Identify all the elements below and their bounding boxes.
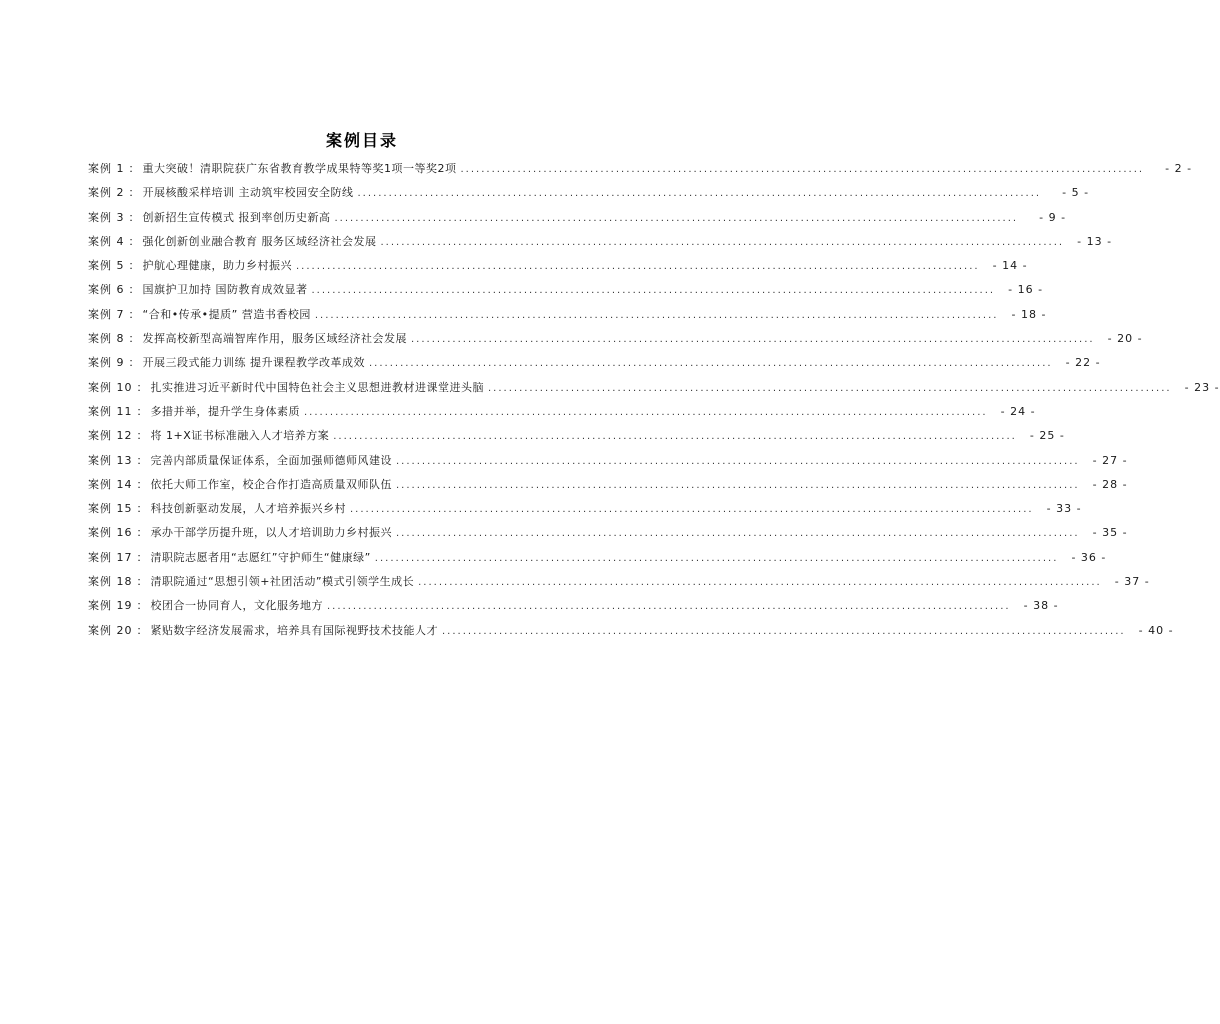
- toc-dot-leader: [461, 164, 1145, 175]
- toc-entry-separator: ：: [128, 186, 140, 200]
- toc-entry-title: 开展三段式能力训练 提升课程教学改革成效: [142, 356, 365, 370]
- toc-dot-leader: [411, 334, 1095, 345]
- toc-entry-page-number: - 23 -: [1184, 380, 1220, 394]
- toc-entry-page-number: - 5 -: [1062, 186, 1090, 200]
- toc-entry-page-number: - 28 -: [1092, 477, 1128, 491]
- toc-entry-page-number: - 16 -: [1008, 283, 1044, 297]
- toc-entry-separator: ：: [136, 380, 148, 394]
- toc-entry-title: 创新招生宣传模式 报到率创历史新高: [142, 210, 331, 224]
- toc-entry-title: 完善内部质量保证体系，全面加强师德师风建设: [150, 453, 392, 467]
- toc-entry-page-number: - 27 -: [1092, 453, 1128, 467]
- toc-dot-leader: [335, 213, 1019, 224]
- toc-dot-leader: [396, 480, 1080, 491]
- toc-dot-leader: [304, 407, 988, 418]
- toc-entry[interactable]: [88, 476, 1128, 500]
- toc-entry-separator: ：: [136, 526, 148, 540]
- toc-entry-title: 多措并举，提升学生身体素质: [150, 404, 300, 418]
- toc-entry-page-number: - 24 -: [1000, 404, 1036, 418]
- toc-entry-label: 案例 4: [88, 234, 125, 248]
- toc-dot-leader: [488, 383, 1172, 394]
- toc-entry-title: 发挥高校新型高端智库作用，服务区域经济社会发展: [142, 332, 407, 346]
- toc-entry-page-number: - 9 -: [1039, 210, 1067, 224]
- toc-entry-page-number: - 25 -: [1029, 429, 1065, 443]
- toc-entry[interactable]: [88, 281, 1044, 305]
- toc-entry-label: 案例 7: [88, 307, 125, 321]
- toc-dot-leader: [296, 261, 980, 272]
- toc-entry-separator: ：: [136, 404, 148, 418]
- toc-entry-title: 依托大师工作室，校企合作打造高质量双师队伍: [150, 477, 392, 491]
- toc-entry-page-number: - 36 -: [1071, 550, 1107, 564]
- toc-entry-separator: ：: [136, 429, 148, 443]
- toc-entry-label: 案例 18: [88, 575, 133, 589]
- page-title: 案例目录: [325, 131, 398, 150]
- toc-entry-title: “合和•传承•提质” 营造书香校园: [142, 307, 311, 321]
- toc-entry[interactable]: [88, 403, 1036, 427]
- toc-entry-page-number: - 13 -: [1077, 234, 1113, 248]
- toc-entry[interactable]: [88, 379, 1220, 403]
- toc-entry-page-number: - 2 -: [1165, 162, 1193, 175]
- toc-entry-separator: ：: [136, 502, 148, 516]
- toc-entry-separator: ：: [128, 210, 140, 224]
- toc-entry-page-number: - 18 -: [1011, 307, 1047, 321]
- toc-dot-leader: [333, 431, 1017, 442]
- toc-entry-label: 案例 2: [88, 186, 125, 200]
- toc-entry-separator: ：: [128, 332, 140, 346]
- table-of-contents: [88, 160, 1220, 646]
- toc-entry-separator: ：: [128, 307, 140, 321]
- toc-entry-title: 科技创新驱动发展，人才培养振兴乡村: [150, 502, 346, 516]
- toc-entry[interactable]: [88, 524, 1128, 548]
- toc-entry-title: 扎实推进习近平新时代中国特色社会主义思想进教材进课堂进头脑: [150, 380, 484, 394]
- toc-entry[interactable]: [88, 233, 1113, 257]
- toc-entry-page-number: - 37 -: [1114, 575, 1150, 589]
- toc-entry-separator: ：: [136, 550, 148, 564]
- toc-entry[interactable]: [88, 500, 1082, 524]
- toc-entry-label: 案例 10: [88, 380, 133, 394]
- toc-dot-leader: [396, 456, 1080, 467]
- toc-entry-separator: ：: [128, 234, 140, 248]
- toc-dot-leader: [442, 626, 1126, 637]
- toc-entry-label: 案例 6: [88, 283, 125, 297]
- toc-entry-separator: ：: [128, 162, 140, 175]
- toc-dot-leader: [358, 188, 1042, 199]
- toc-entry-label: 案例 1: [88, 162, 125, 175]
- toc-entry-title: 重大突破！清职院获广东省教育教学成果特等奖1项一等奖2项: [142, 162, 457, 175]
- toc-entry-label: 案例 19: [88, 599, 133, 613]
- toc-entry-separator: ：: [136, 575, 148, 589]
- toc-entry-page-number: - 38 -: [1023, 599, 1059, 613]
- toc-entry[interactable]: [88, 573, 1150, 597]
- toc-entry-title: 强化创新创业融合教育 服务区域经济社会发展: [142, 234, 377, 248]
- toc-entry-label: 案例 11: [88, 404, 133, 418]
- toc-entry-title: 开展核酸采样培训 主动筑牢校园安全防线: [142, 186, 354, 200]
- toc-entry-label: 案例 20: [88, 623, 133, 637]
- toc-entry-title: 清职院通过“思想引领+社团活动”模式引领学生成长: [150, 575, 415, 589]
- toc-dot-leader: [375, 553, 1059, 564]
- toc-entry[interactable]: [88, 184, 1090, 208]
- toc-entry-separator: ：: [136, 599, 148, 613]
- toc-entry-separator: ：: [136, 453, 148, 467]
- toc-entry[interactable]: [88, 354, 1101, 378]
- toc-dot-leader: [312, 285, 996, 296]
- toc-dot-leader: [396, 528, 1080, 539]
- toc-entry-page-number: - 33 -: [1046, 502, 1082, 516]
- toc-entry[interactable]: [88, 452, 1128, 476]
- toc-entry[interactable]: [88, 597, 1059, 621]
- toc-dot-leader: [350, 504, 1034, 515]
- toc-entry-title: 清职院志愿者用“志愿红”守护师生“健康绿”: [150, 550, 371, 564]
- toc-dot-leader: [381, 237, 1065, 248]
- toc-entry-title: 承办干部学历提升班，以人才培训助力乡村振兴: [150, 526, 392, 540]
- toc-entry-separator: ：: [128, 356, 140, 370]
- toc-entry-title: 紧贴数字经济发展需求，培养具有国际视野技术技能人才: [150, 623, 438, 637]
- toc-entry-page-number: - 40 -: [1138, 623, 1174, 637]
- toc-entry-page-number: - 14 -: [992, 259, 1028, 273]
- toc-entry-label: 案例 14: [88, 477, 133, 491]
- toc-entry[interactable]: [88, 160, 1193, 184]
- toc-entry-separator: ：: [128, 259, 140, 273]
- toc-entry-separator: ：: [128, 283, 140, 297]
- toc-dot-leader: [418, 577, 1102, 588]
- toc-entry-label: 案例 3: [88, 210, 125, 224]
- toc-dot-leader: [327, 601, 1011, 612]
- toc-entry-page-number: - 22 -: [1065, 356, 1101, 370]
- toc-entry[interactable]: [88, 549, 1107, 573]
- toc-entry-separator: ：: [136, 623, 148, 637]
- toc-dot-leader: [369, 358, 1053, 369]
- toc-entry-title: 国旗护卫加持 国防教育成效显著: [142, 283, 308, 297]
- toc-entry-label: 案例 8: [88, 332, 125, 346]
- toc-entry-title: 护航心理健康，助力乡村振兴: [142, 259, 292, 273]
- toc-entry[interactable]: [88, 622, 1174, 646]
- toc-entry-label: 案例 17: [88, 550, 133, 564]
- toc-entry-page-number: - 35 -: [1092, 526, 1128, 540]
- toc-entry-label: 案例 12: [88, 429, 133, 443]
- toc-entry[interactable]: [88, 427, 1065, 451]
- toc-entry[interactable]: [88, 257, 1028, 281]
- toc-entry-label: 案例 9: [88, 356, 125, 370]
- toc-entry-separator: ：: [136, 477, 148, 491]
- toc-dot-leader: [315, 310, 999, 321]
- toc-entry-title: 校团合一协同育人，文化服务地方: [150, 599, 323, 613]
- toc-entry-label: 案例 5: [88, 259, 125, 273]
- toc-entry[interactable]: [88, 306, 1047, 330]
- toc-entry-label: 案例 13: [88, 453, 133, 467]
- toc-entry[interactable]: [88, 209, 1067, 233]
- toc-entry[interactable]: [88, 330, 1143, 354]
- toc-entry-label: 案例 15: [88, 502, 133, 516]
- toc-entry-label: 案例 16: [88, 526, 133, 540]
- toc-entry-title: 将 1+X证书标准融入人才培养方案: [150, 429, 330, 443]
- toc-entry-page-number: - 20 -: [1107, 332, 1143, 346]
